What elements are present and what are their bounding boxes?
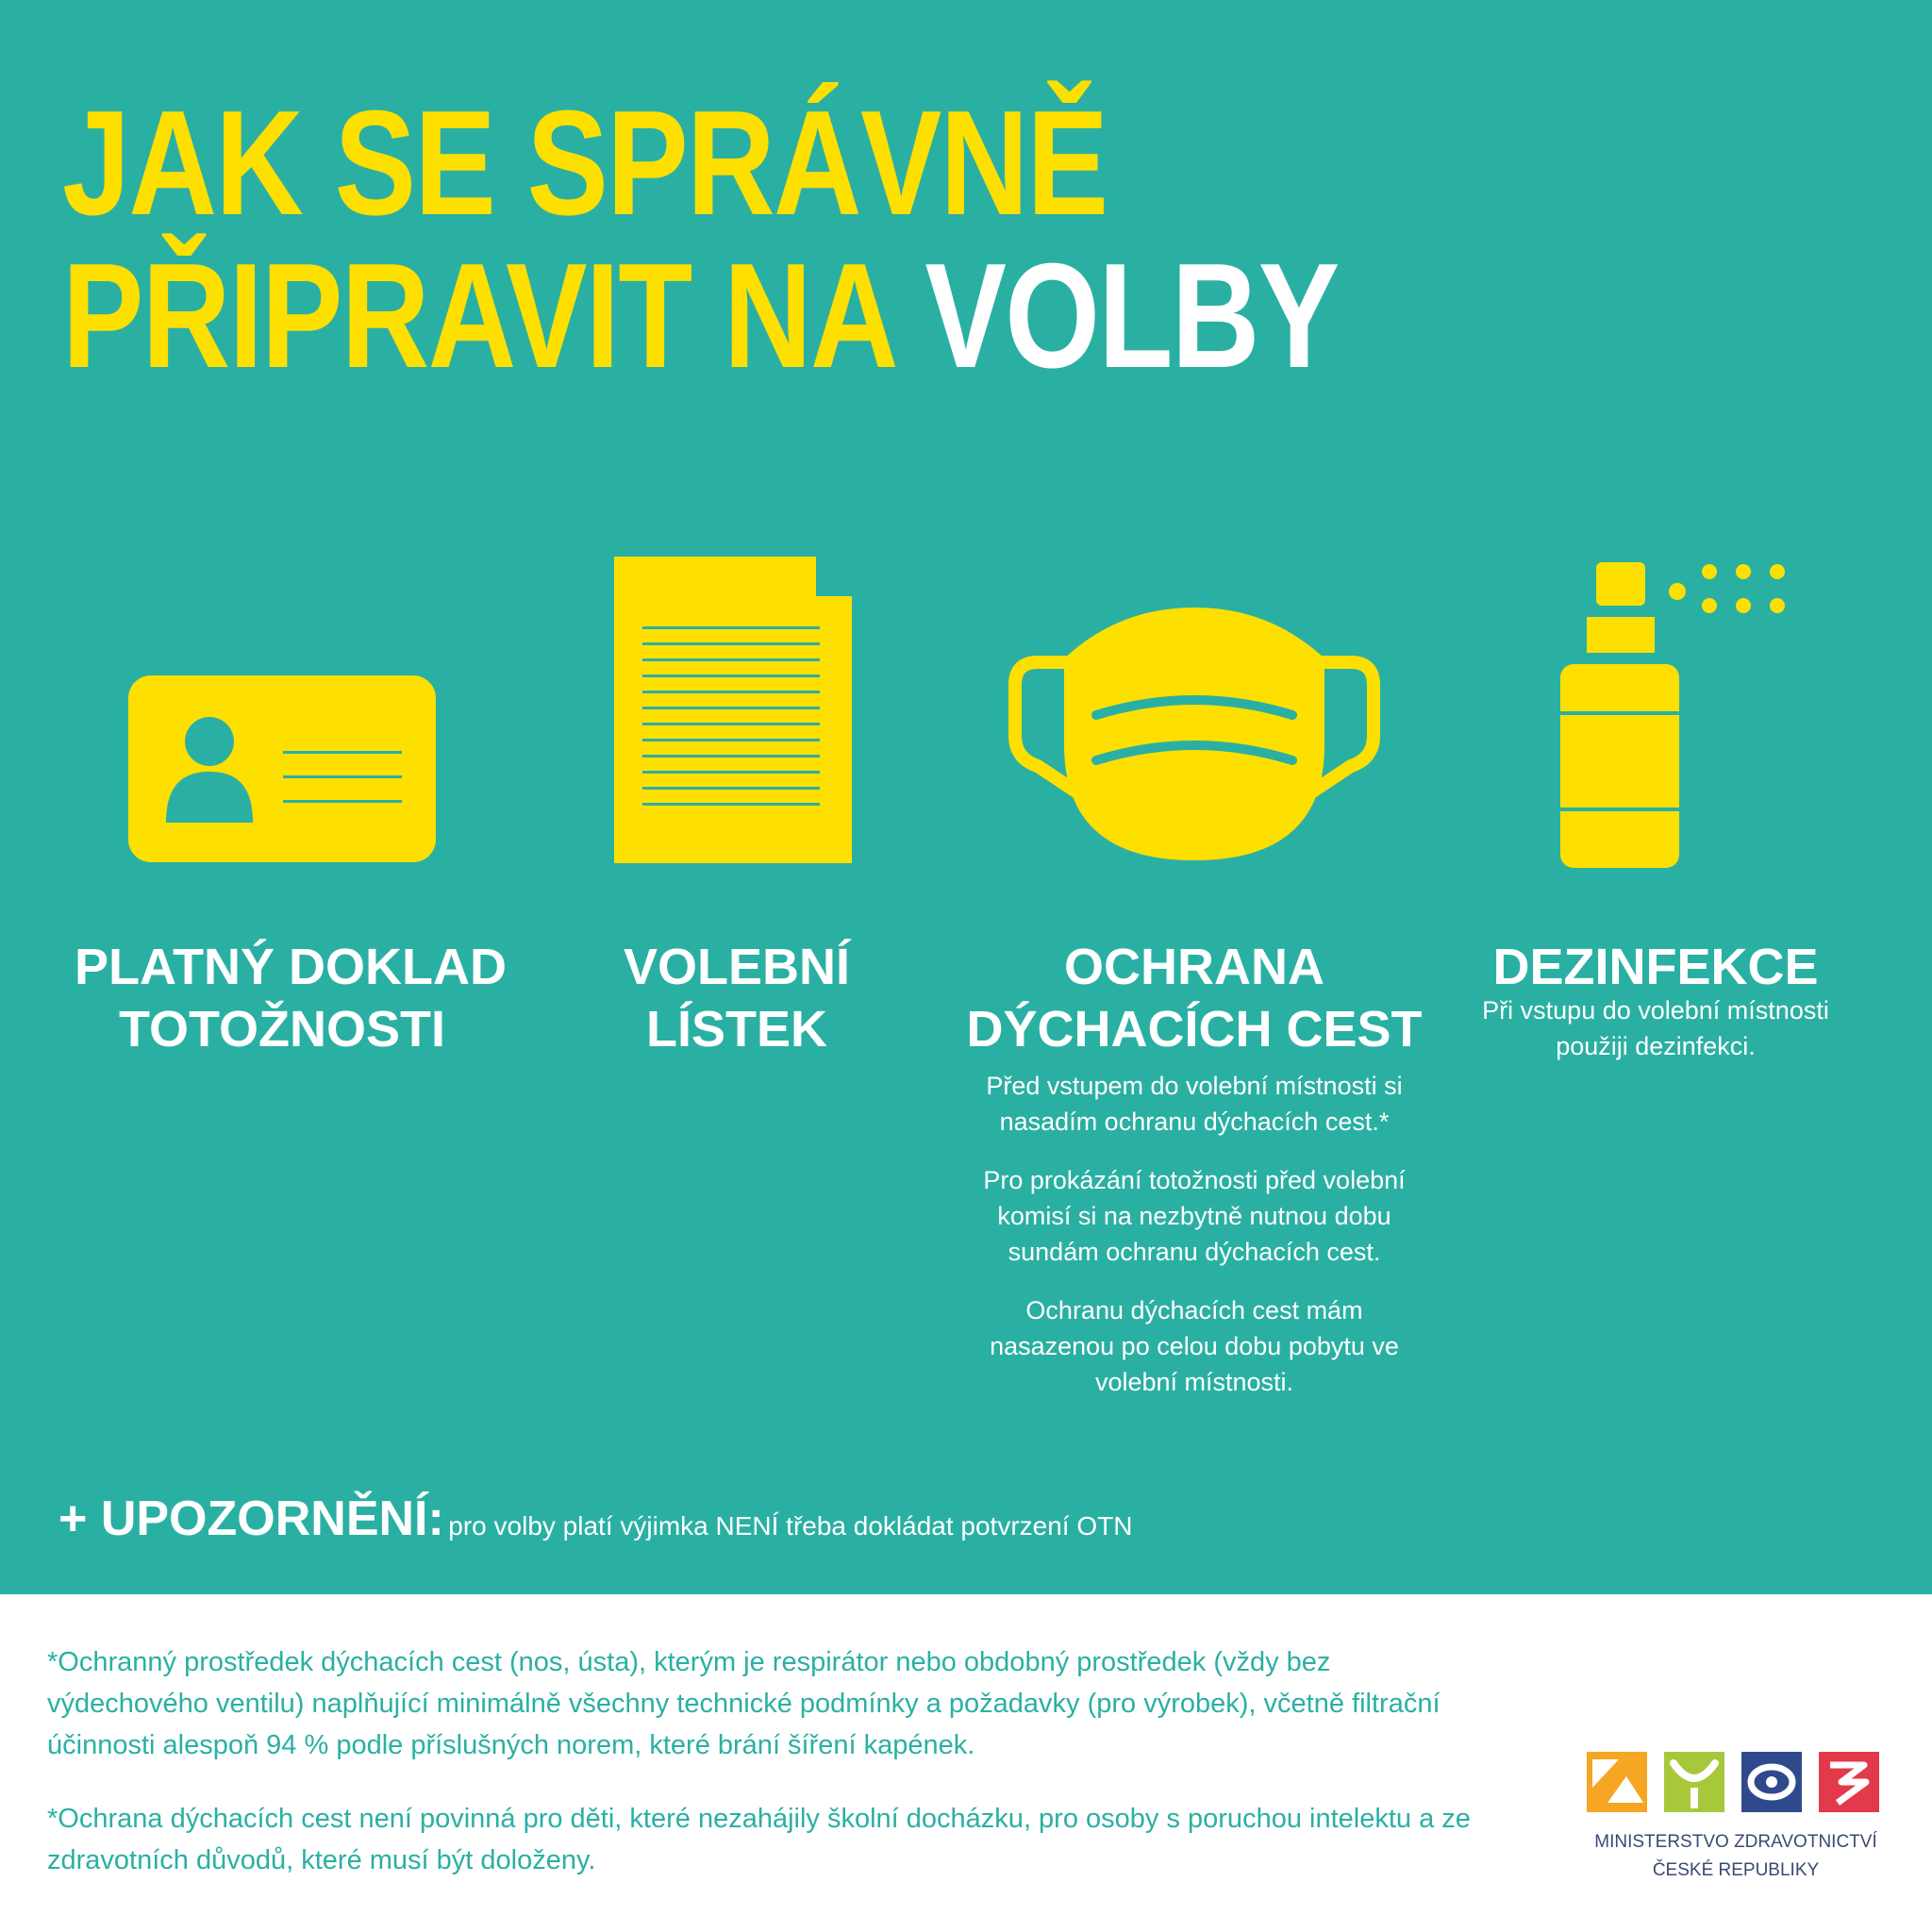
footnote-1: *Ochranný prostředek dýchacích cest (nos, ústa), kterým je respirátor nebo obdobný prostředek (vždy bez výdechového ventilu) naplňující minimálně všechny technické podmínky a požadavky (pro výrobek), včetně filtrační účinnosti alespoň 94 % podle příslušných norem, které brání šíření kapének. (47, 1647, 1441, 1760)
label-disinfection-line1: DEZINFEKCE (1492, 939, 1819, 995)
footnote-2: *Ochrana dýchacích cest není povinná pro děti, které nezahájily školní docházku, pro osoby s poruchou intelektu a ze zdravotních důvodů, které musí být doloženy. (47, 1804, 1471, 1875)
warning-title: + UPOZORNĚNÍ: (58, 1491, 444, 1546)
face-mask-paragraph-3: Ochranu dýchacích cest mám nasazenou po celou dobu pobytu ve volební místnosti. (990, 1296, 1399, 1396)
label-face-mask (958, 936, 1430, 1060)
face-mask-description (972, 1068, 1417, 1423)
ministry-name-line2: ČESKÉ REPUBLIKY (1652, 1860, 1820, 1880)
disinfectant-spray-icon (1558, 560, 1794, 872)
ministry-logo-text (1566, 1828, 1906, 1885)
label-id-card-line2: TOTOŽNOSTI (118, 1001, 446, 1058)
ballot-document-icon (614, 557, 852, 863)
label-ballot (567, 936, 907, 1060)
label-face-mask-line2: DÝCHACÍCH CEST (966, 1001, 1423, 1058)
ministry-name-line1: MINISTERSTVO ZDRAVOTNICTVÍ (1594, 1832, 1877, 1852)
label-face-mask-line1: OCHRANA (1064, 939, 1324, 995)
id-card-icon (128, 675, 436, 862)
label-ballot-line2: LÍSTEK (645, 1001, 827, 1058)
title-line-1: JAK SE SPRÁVNĚ (62, 80, 1108, 246)
label-disinfection (1443, 936, 1868, 998)
label-id-card-line1: PLATNÝ DOKLAD (75, 939, 507, 995)
face-mask-paragraph-1: Před vstupem do volební místnosti si nasadím ochranu dýchacích cest.* (986, 1072, 1403, 1136)
label-ballot-line1: VOLEBNÍ (623, 939, 851, 995)
page-title (62, 80, 1339, 399)
face-mask-paragraph-2: Pro prokázání totožnosti před volební komisí si na nezbytně nutnou dobu sundám ochranu dýchacích cest. (983, 1166, 1406, 1266)
label-id-card (75, 936, 507, 1060)
warning-text: pro volby platí výjimka NENÍ třeba dokládat potvrzení OTN (448, 1511, 1133, 1541)
title-highlight: VOLBY (924, 233, 1339, 399)
title-line-2 (62, 233, 1339, 399)
face-mask-icon (1006, 604, 1383, 863)
title-line-2-text: PŘIPRAVIT NA (62, 233, 925, 399)
disinfection-paragraph-1: Při vstupu do volební místnosti použiji dezinfekci. (1482, 996, 1829, 1060)
disinfection-description (1448, 992, 1863, 1087)
warning-note (58, 1491, 1132, 1547)
